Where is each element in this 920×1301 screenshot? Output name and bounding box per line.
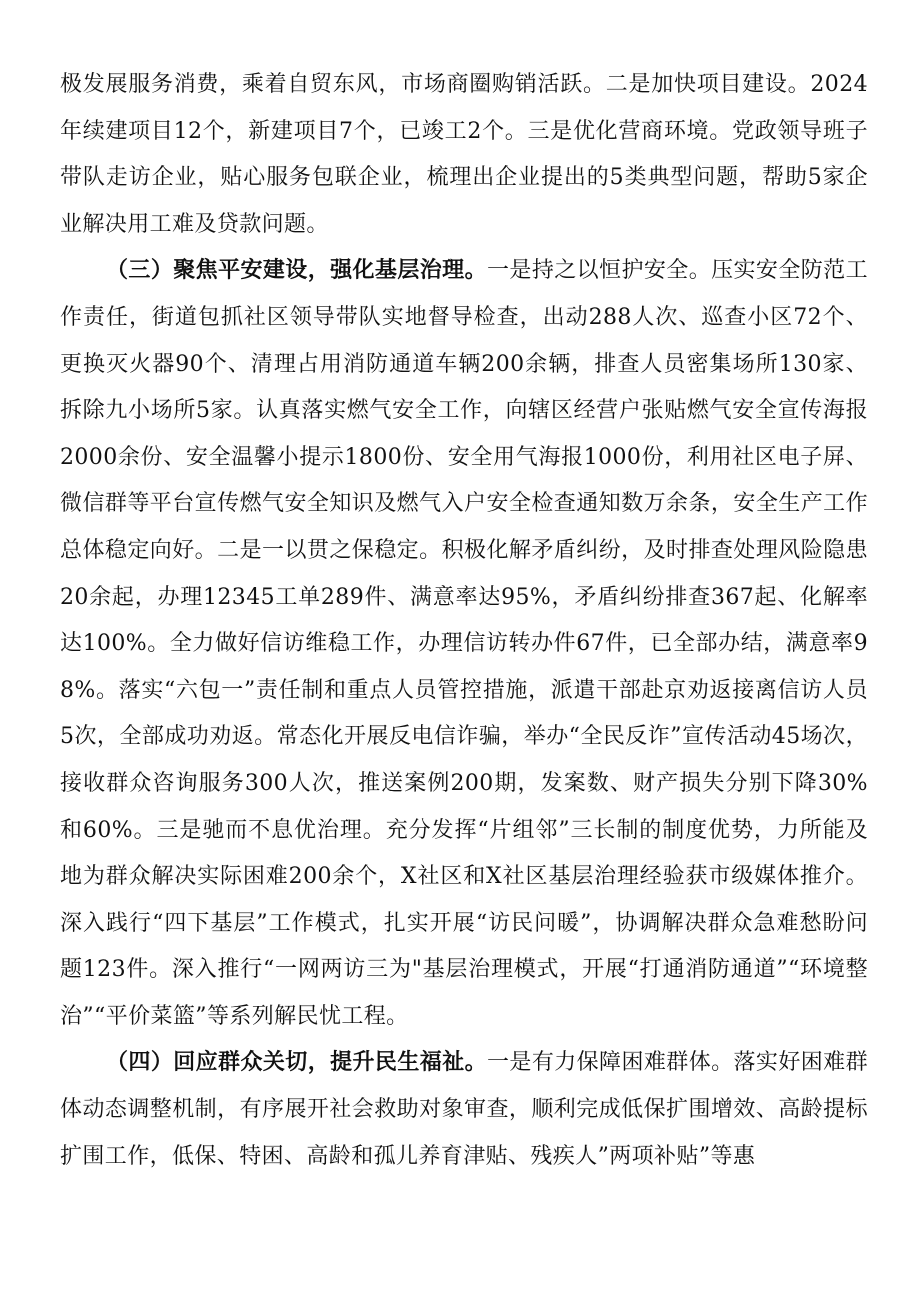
paragraph-section-3	[60, 248, 868, 1040]
paragraph-1-body: 极发展服务消费，乘着自贸东风，市场商圈购销活跃。二是加快项目建设。2024年续建项目12个，新建项目7个，已竣工2个。三是优化营商环境。党政领导班子带队走访企业，贴心服务包联企业，梳理出企业提出的5类典型问题，帮助5家企业解决用工难及贷款问题。	[60, 72, 868, 237]
section-3-heading: （三）聚焦平安建设，强化基层治理。	[106, 258, 487, 284]
section-4-body: 一是有力保障困难群体。落实好困难群体动态调整机制，有序展开社会救助对象审查，顺利完成低保扩围增效、高龄提标扩围工作，低保、特困、高龄和孤儿养育津贴、残疾人”两项补贴”等惠	[60, 1050, 868, 1169]
section-3-body: 一是持之以恒护安全。压实安全防范工作责任，街道包抓社区领导带队实地督导检查，出动288人次、巡查小区72个、更换灭火器90个、清理占用消防通道车辆200余辆，排查人员密集场所130家、拆除九小场所5家。认真落实燃气安全工作，向辖区经营户张贴燃气安全宣传海报2000余份、安全温馨小提示1800份、安全用气海报1000份，利用社区电子屏、微信群等平台宣传燃气安全知识及燃气入户安全检查通知数万余条，安全生产工作总体稳定向好。二是一以贯之保稳定。积极化解矛盾纠纷，及时排查处理风险隐患20余起，办理12345工单289件、满意率达95%，矛盾纠纷排查367起、化解率达100%。全力做好信访维稳工作，办理信访转办件67件，已全部办结，满意率98%。落实“六包一”责任制和重点人员管控措施，派遣干部赴京劝返接离信访人员5次，全部成功劝返。常态化开展反电信诈骗，举办“全民反诈”宣传活动45场次，接收群众咨询服务300人次，推送案例200期，发案数、财产损失分别下降30%和60%。三是驰而不息优治理。充分发挥“片组邻”三长制的制度优势，力所能及地为群众解决实际困难200余个，X社区和X社区基层治理经验获市级媒体推介。深入践行“四下基层”工作模式，扎实开展“访民问暖”，协调解决群众急难愁盼问题123件。深入推行“一网两访三为"基层治理模式，开展“打通消防通道”“环境整治”“平价菜篮”等系列解民忧工程。	[60, 258, 868, 1029]
paragraph-section-4	[60, 1040, 868, 1180]
document-page	[60, 62, 868, 1180]
section-4-heading: （四）回应群众关切，提升民生福祉。	[106, 1050, 487, 1076]
paragraph-continuation	[60, 62, 868, 248]
